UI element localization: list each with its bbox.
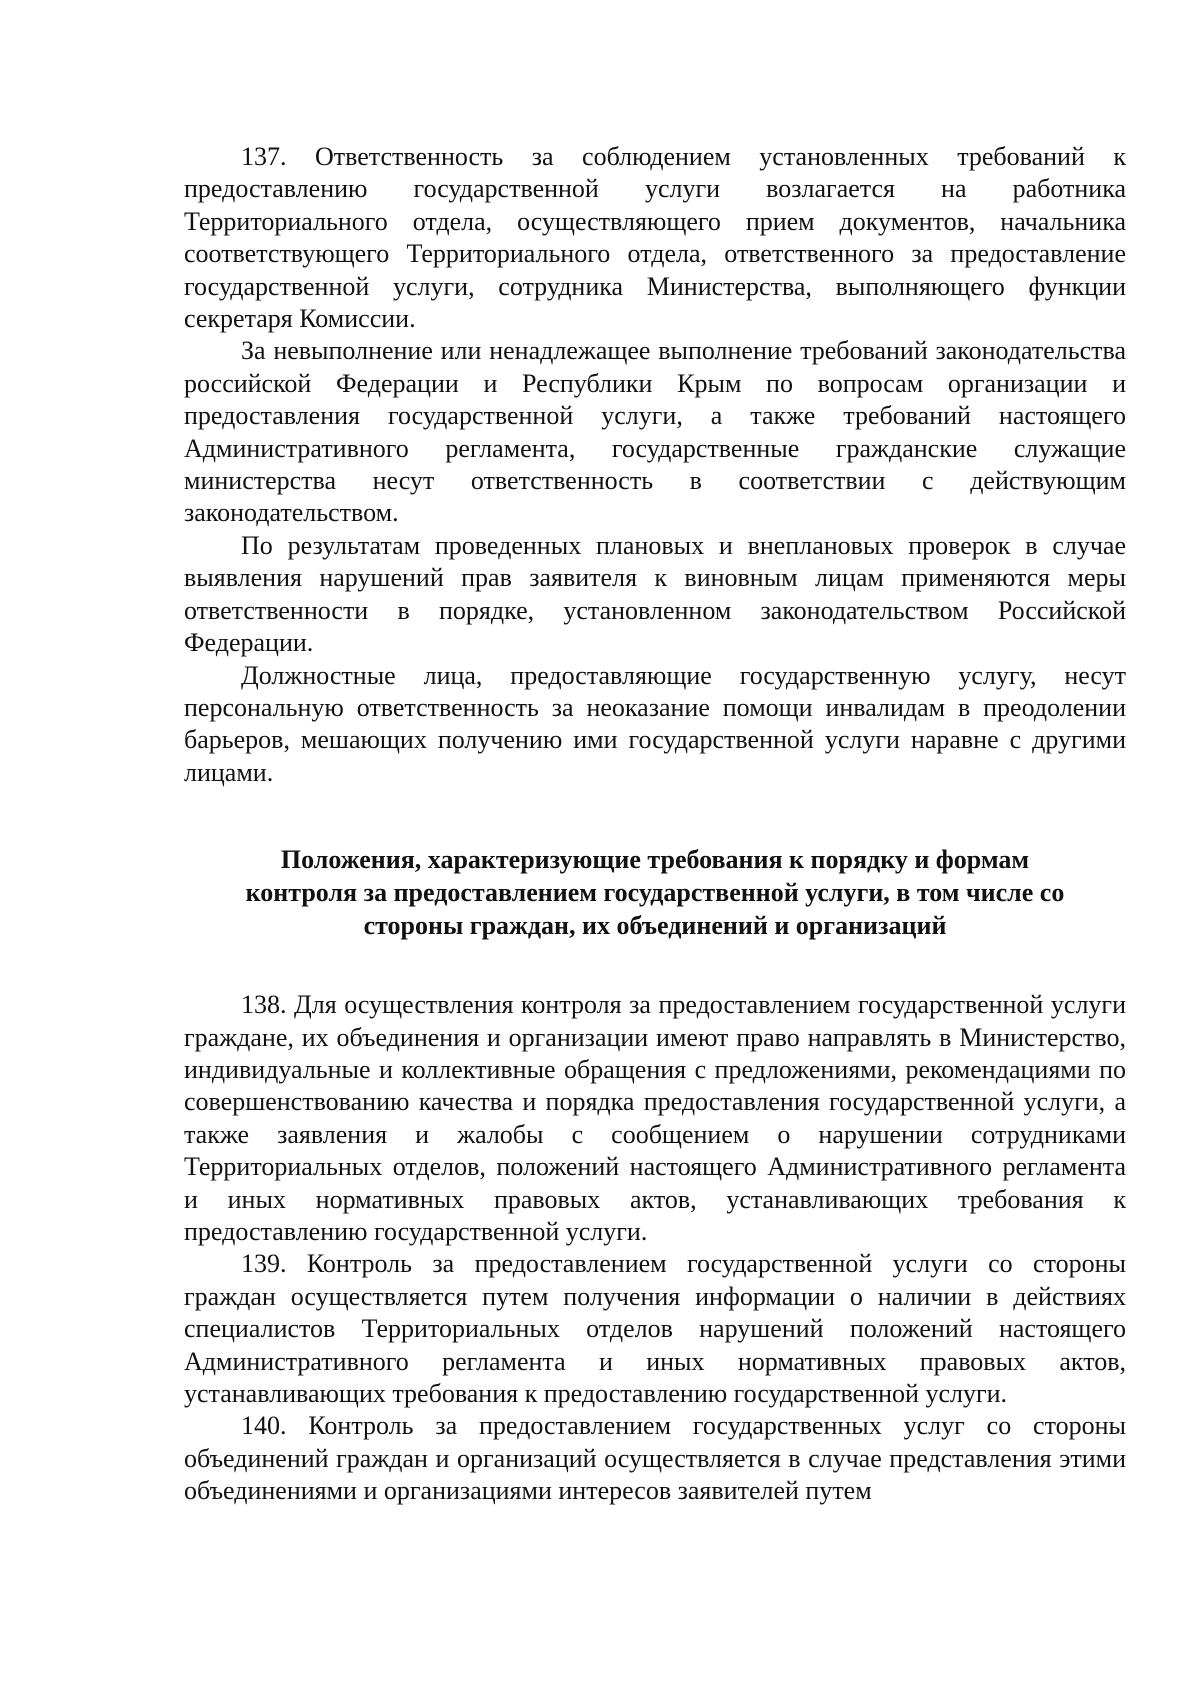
paragraph-137: 137. Ответственность за соблюдением установленных требований к предоставлению государственной услуги возлагается на работника Территориального отдела, осуществляющего прием документов, начальника соответствующего Территориального отдела, ответственного за предоставление государственной услуги, сотрудника Министерства, выполняющего функции секретаря Комиссии. <box>184 142 1126 334</box>
section-heading-line-3: стороны граждан, их объединений и организаций <box>363 911 947 941</box>
paragraph-139: 139. Контроль за предоставлением государственной услуги со стороны граждан осуществляется путем получения информации о наличии в действиях специалистов Территориальных отделов нарушений положений настоящего Административного регламента и иных нормативных правовых актов, устанавливающих требования к предоставлению государственной услуги. <box>184 1249 1126 1408</box>
paragraph-responsibility-violation: За невыполнение или ненадлежащее выполнение требований законодательства российской Федерации и Республики Крым по вопросам организации и предоставления государственной услуги, а также требований настоящего Административного регламента, государственные гражданские служащие министерства несут ответственность в соответствии с действующим законодательством. <box>184 336 1126 528</box>
section-heading <box>184 843 1126 942</box>
paragraph-140: 140. Контроль за предоставлением государственных услуг со стороны объединений граждан и организаций осуществляется в случае представления этими объединениями и организациями интересов заявителей путем <box>184 1411 1126 1506</box>
paragraph-inspection-results: По результатам проведенных плановых и внеплановых проверок в случае выявления нарушений прав заявителя к виновным лицам применяются меры ответственности в порядке, установленном законодательством Российской Федерации. <box>184 530 1126 658</box>
document-page <box>184 141 1126 1508</box>
section-heading-line-1: Положения, характеризующие требования к порядку и формам <box>280 845 1030 875</box>
paragraph-officials-disabled-assistance: Должностные лица, предоставляющие государственную услугу, несут персональную ответственность за неоказание помощи инвалидам в преодолении барьеров, мешающих получению ими государственной услуги наравне с другими лицами. <box>184 660 1126 787</box>
section-heading-line-2: контроля за предоставлением государственной услуги, в том числе со <box>245 878 1065 908</box>
paragraph-138: 138. Для осуществления контроля за предоставлением государственной услуги граждане, их объединения и организации имеют право направлять в Министерство, индивидуальные и коллективные обращения с предложениями, рекомендациями по совершенствованию качества и порядка предоставления государственной услуги, а также заявления и жалобы с сообщением о нарушении сотрудниками Территориальных отделов, положений настоящего Административного регламента и иных нормативных правовых актов, устанавливающих требования к предоставлению государственной услуги. <box>184 990 1126 1246</box>
